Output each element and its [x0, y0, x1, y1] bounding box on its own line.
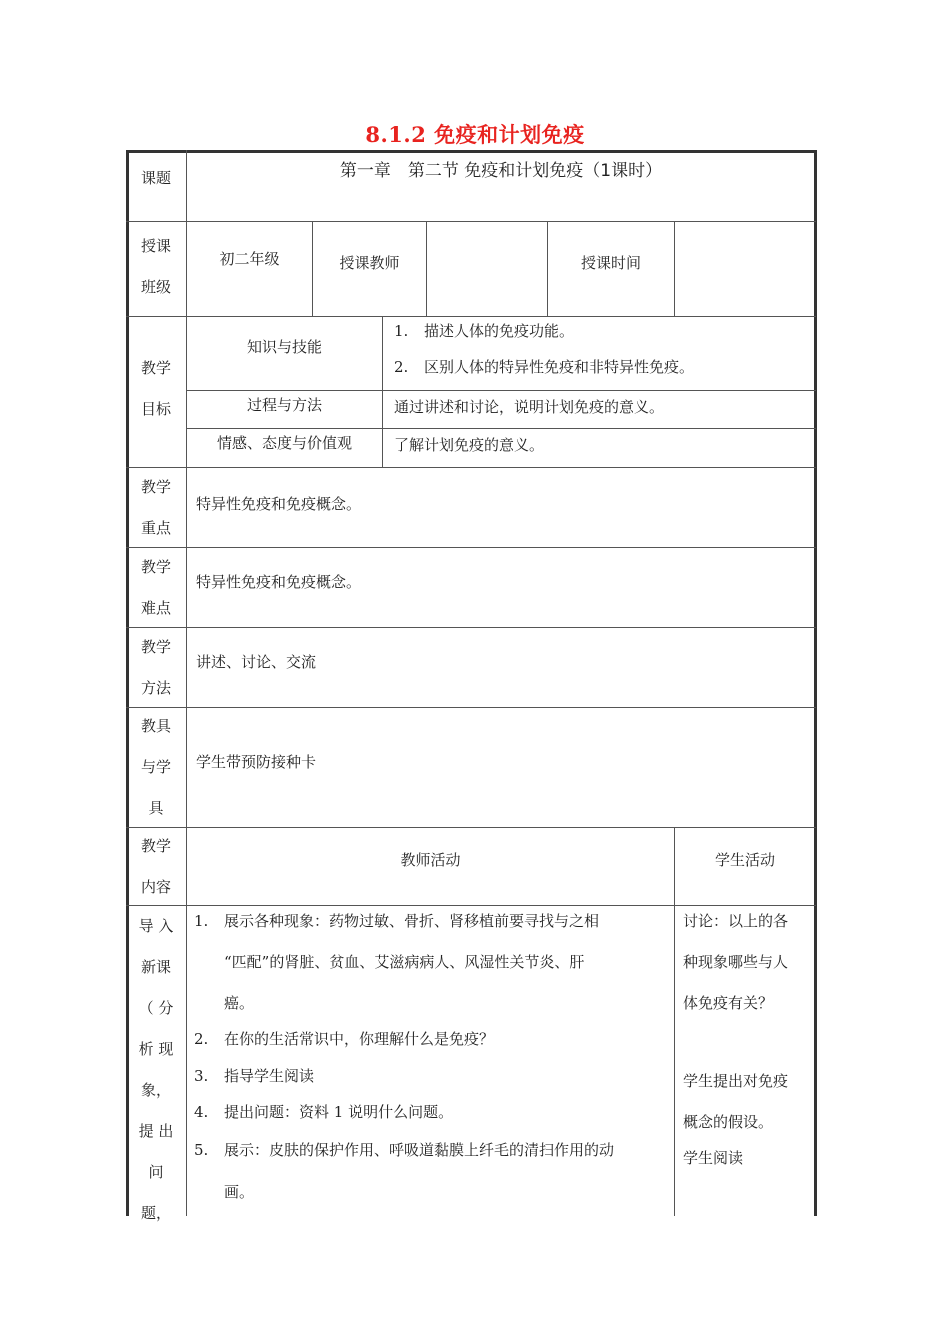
teacher-activity-line: “匹配”的肾脏、贫血、艾滋病病人、风湿性关节炎、肝 [224, 953, 585, 971]
objective-category: 知识与技能 [246, 338, 322, 356]
teacher-activity-line: 画。 [224, 1183, 255, 1201]
student-activity-line: 种现象哪些与人 [683, 953, 789, 971]
topic-value: 第一章 第二节 免疫和计划免疫（1课时） [339, 161, 663, 181]
content-label: 教学 内容 [140, 837, 171, 896]
objective-line: 2. 区别人体的特异性免疫和非特异性免疫。 [394, 358, 695, 376]
teacher-activity-header: 教师活动 [400, 851, 461, 869]
teacher-activity-item: 4. 提出问题：资料 1 说明什么问题。 [194, 1103, 454, 1121]
teacher-activity-line: 癌。 [224, 994, 255, 1012]
objective-line: 1. 描述人体的免疫功能。 [394, 322, 575, 340]
objective-category: 情感、态度与价值观 [216, 434, 352, 452]
grade-value: 初二年级 [219, 250, 280, 268]
student-activity-line: 讨论：以上的各 [683, 912, 789, 930]
key-points-label: 教学 重点 [140, 478, 171, 537]
class-label: 授课 班级 [140, 237, 171, 296]
teacher-activity-item: 3. 指导学生阅读 [194, 1067, 315, 1085]
methods-text: 讲述、讨论、交流 [196, 653, 317, 671]
key-points-text: 特异性免疫和免疫概念。 [196, 495, 362, 513]
page-title: 8.1.2 免疫和计划免疫 [365, 122, 585, 147]
tools-text: 学生带预防接种卡 [196, 753, 317, 771]
student-activity-line: 体免疫有关？ [683, 994, 774, 1012]
tools-label: 教具 与学 具 [140, 717, 171, 817]
teacher-label: 授课教师 [339, 254, 400, 272]
objectives-label: 教学 目标 [140, 359, 171, 418]
objective-text: 通过讲述和讨论，说明计划免疫的意义。 [394, 398, 665, 416]
student-activity-line: 学生阅读 [683, 1149, 744, 1167]
student-activity-line: 学生提出对免疫 [683, 1072, 789, 1090]
teacher-activity-item: 1. 展示各种现象：药物过敏、骨折、肾移植前要寻找与之相 [194, 912, 600, 930]
lesson-plan-table [126, 150, 816, 1222]
objective-category: 过程与方法 [246, 396, 322, 414]
student-activity-line: 概念的假设。 [683, 1113, 774, 1131]
methods-label: 教学 方法 [140, 638, 171, 697]
difficulties-label: 教学 难点 [140, 558, 171, 617]
time-label: 授课时间 [580, 254, 641, 272]
objective-text: 了解计划免疫的意义。 [394, 436, 545, 454]
difficulties-text: 特异性免疫和免疫概念。 [196, 573, 362, 591]
teacher-activity-item: 2. 在你的生活常识中，你理解什么是免疫？ [194, 1030, 495, 1048]
student-activity-header: 学生活动 [714, 851, 775, 869]
topic-label: 课题 [140, 169, 171, 187]
teacher-activity-item: 5. 展示：皮肤的保护作用、呼吸道黏膜上纤毛的清扫作用的动 [194, 1141, 615, 1159]
intro-label: 导 入 新课 （ 分 析 现 象， 提 出 问 题， [138, 917, 174, 1222]
